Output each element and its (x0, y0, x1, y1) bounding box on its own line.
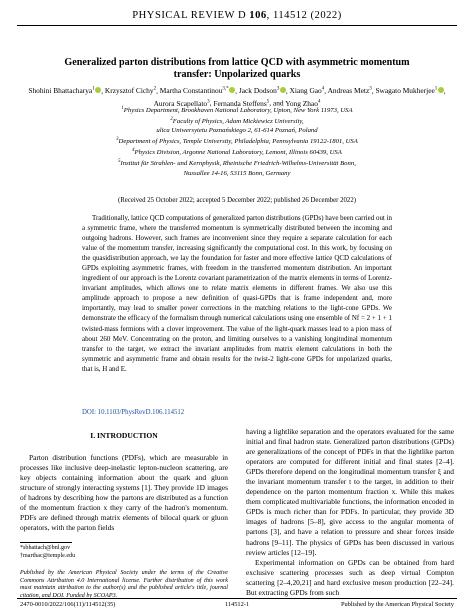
orcid-icon[interactable] (95, 87, 101, 93)
orcid-icon[interactable] (229, 87, 235, 93)
affiliation-text: Physics Department, Brookhaven National Laboratory, Upton, New York 11973, USA (123, 107, 353, 115)
author (160, 86, 235, 95)
footer-issn: 2470-0010/2022/106(11)/114512(35) (20, 601, 116, 608)
author-name: Jack Dodson (238, 86, 277, 96)
affiliation-line (80, 105, 394, 116)
footer-publisher: Published by the American Physical Society (340, 601, 454, 608)
affiliation-mark: 4 (132, 148, 135, 154)
author-affiliation-mark: 3 (207, 99, 210, 105)
author-name: Martha Constantinou (159, 86, 223, 96)
footer-divider (17, 598, 457, 599)
doi-link[interactable]: DOI: 10.1103/PhysRevD.106.114512 (82, 409, 185, 416)
journal-volume: 106 (249, 10, 267, 21)
affiliation-text: ulica Uniwersytetu Poznańskiego 2, 61-614 Poznań, Poland (156, 127, 318, 135)
affiliation-list (80, 105, 394, 179)
left-column (20, 431, 228, 533)
author-affiliation-mark: 3 (276, 87, 280, 92)
author-name: Aurora Scapellato (153, 98, 208, 108)
author-affiliation-mark: 4 (317, 99, 321, 105)
orcid-icon[interactable] (280, 87, 286, 93)
author (28, 86, 101, 95)
affiliation-line (80, 136, 394, 147)
affiliation-text: Department of Physics, Temple University, Philadelphia, Pennsylvania 19122-1801, USA (118, 138, 358, 146)
abstract-text: Traditionally, lattice QCD computations of generalized parton distributions (GPDs) have been carried out in a symmetric frame, where the transferred momentum is symmetrically distributed between the incoming and outgoing hadrons. However, such frames are inconvenient since they require a separate calculation for each value of the momentum transfer, increasing significantly the computational cost. In this work, by focusing on the quasidistribution approach, we lay the foundation for faster and more effective lattice QCD calculations of GPDs exploiting asymmetric frames, with freedom in the transferred momentum distribution. An important ingredient of our approach is the Lorentz covariant parametrization of the matrix elements in terms of Lorentz-invariant amplitudes, which allows one to relate matrix elements in different frames. We also use this amplitude approach to propose a new definition of quasi-GPDs that is frame independent and, more importantly, may lead to smaller power corrections in the matching relations to the light-cone GPDs. We demonstrate the efficacy of the formalism through numerical calculations using one ensemble of Nf = 2 + 1 + 1 twisted-mass fermions with a clover improvement. The value of the light-quark masses lead to a pion mass of about 260 MeV. Concentrating on the proton, and limiting ourselves to a vanishing longitudinal momentum transfer to the target, we extract the invariant amplitudes from matrix element calculations in both the symmetric and asymmetric frame and obtain results for the twist-2 light-cone GPDs for unpolarized quarks, that is, H and E. (82, 214, 392, 373)
author-name: Andreas Metz (327, 86, 370, 96)
author (105, 86, 156, 95)
article-title: Generalized parton distributions from lattice QCD with asymmetric momentum transfer: Unpolarized quarks (64, 57, 410, 81)
footer-page-number: 114512-1 (224, 601, 250, 608)
author-affiliation-mark: 3 (369, 87, 372, 92)
affiliation-text: Faculty of Physics, Adam Mickiewicz University, (172, 118, 304, 126)
affiliation-text: Nussallee 14-16, 53115 Bonn, Germany (183, 169, 291, 177)
journal-name: PHYSICAL REVIEW D (132, 10, 247, 21)
journal-header: PHYSICAL REVIEW D 106, 114512 (2022) (132, 10, 342, 21)
affiliation-mark: 1 (121, 106, 124, 111)
header-divider (17, 25, 457, 26)
abstract (82, 213, 392, 374)
author (328, 86, 372, 95)
author-list: Shohini Bhattacharya$^1$ , Krzysztof Cichy$^2$, Martha Constantinou$^{3,*}$ , Jack Dodson$^3$ , Xiang Gao$^4$, Andreas Metz$^3$, Swagato Mukherjee$^1$ , Aurora Scapellato$^3$, Fernanda Steffens$^5$, and Yong Zhao$^4$ (28, 86, 446, 108)
footnote-email-1[interactable]: *sbhattach@bnl.gov (20, 545, 71, 551)
right-column (246, 427, 454, 598)
author-name: Swagato Mukherjee (375, 86, 435, 96)
affiliation-line (80, 158, 394, 169)
author-name: Fernanda Steffens (213, 98, 267, 108)
affiliation-line (80, 170, 394, 179)
license-statement: Published by the American Physical Society under the terms of the Creative Commons Attribution 4.0 International license. Further distribution of this work must maintain attribution to the author(s) and the published article's title, journal citation, and DOI. Funded by SCOAP3. (20, 570, 228, 599)
footnotes (20, 545, 228, 560)
author-name: Shohini Bhattacharya (28, 86, 93, 96)
affiliation-text: Physics Division, Argonne National Laboratory, Lemont, Illinois 60439, USA (134, 149, 342, 157)
intro-paragraph-continued: having a lightlike separation and the operators evaluated for the same initial and final hadron state. Generalized parton distributions (GPDs) are generalizations of the concept of PDFs in that the lightlike parton operators are computed for different initial and final states [2–4]. GPDs therefore depend on the longitudinal momentum transfer ξ and the invariant momentum transfer t to the target, in addition to their dependence on the parton momentum fraction x. While this makes them complicated multivariable functions, the information encoded in GPDs is much richer than for PDFs. In particular, they provide 3D images of hadrons [5–8], give access to the angular momenta of partons [3], and have a relation to pressure and shear forces inside hadrons [9–11]. The physics of GPDs has been discussed in various review articles [12–19]. (246, 427, 454, 557)
received-dates: (Received 25 October 2022; accepted 5 December 2022; published 26 December 2022) (118, 197, 356, 204)
footnote-email-2[interactable]: †marthac@temple.edu (20, 552, 76, 559)
intro-paragraph-1: Parton distribution functions (PDFs), which are measurable in processes like inclusive deep-inelastic lepton-nucleon scattering, are key objects containing information about the quark and gluon structure of strongly interacting systems [1]. They provide 1D images of hadrons by describing how the partons are distributed as a function of the momentum fraction x they carry of the hadron's momentum. PDFs are defined through matrix elements of bilocal quark or gluon operators, with the parton fields (20, 453, 228, 533)
affiliation-mark: 5 (118, 159, 121, 165)
author-name: Krzysztof Cichy (104, 86, 154, 96)
affiliation-line (80, 147, 394, 158)
author (239, 86, 286, 95)
footnote-divider (20, 542, 72, 543)
author-name: Yong Zhao (285, 98, 318, 108)
author-affiliation-mark: 1 (434, 87, 438, 92)
author-affiliation-mark: 5 (266, 99, 270, 105)
author-affiliation-mark: 1 (92, 87, 95, 92)
author-affiliation-mark: 2 (153, 87, 157, 92)
author-affiliation-mark: 4 (321, 87, 325, 92)
orcid-icon[interactable] (438, 87, 444, 93)
article-number-year: 114512 (2022) (272, 10, 342, 21)
section-title: I. INTRODUCTION (90, 431, 158, 440)
author (290, 86, 325, 95)
author (375, 86, 443, 95)
affiliation-line (80, 127, 394, 136)
affiliation-line (80, 116, 394, 127)
affiliation-mark: 2 (170, 117, 173, 123)
intro-paragraph-2: Experimental information on GPDs can be obtained from hard exclusive scattering processes such as deep virtual Compton scattering [2–4,20,21] and hard exclusive meson production [22–24]. But extracting GPDs from such (246, 557, 454, 597)
author-affiliation-mark: 3,* (222, 87, 229, 92)
affiliation-mark: 3 (116, 137, 119, 143)
affiliation-text: Institut für Strahlen- und Kernphysik, Rheinische Friedrich-Wilhelms-Universität Bonn, (120, 160, 356, 168)
author-name: Xiang Gao (289, 86, 322, 96)
